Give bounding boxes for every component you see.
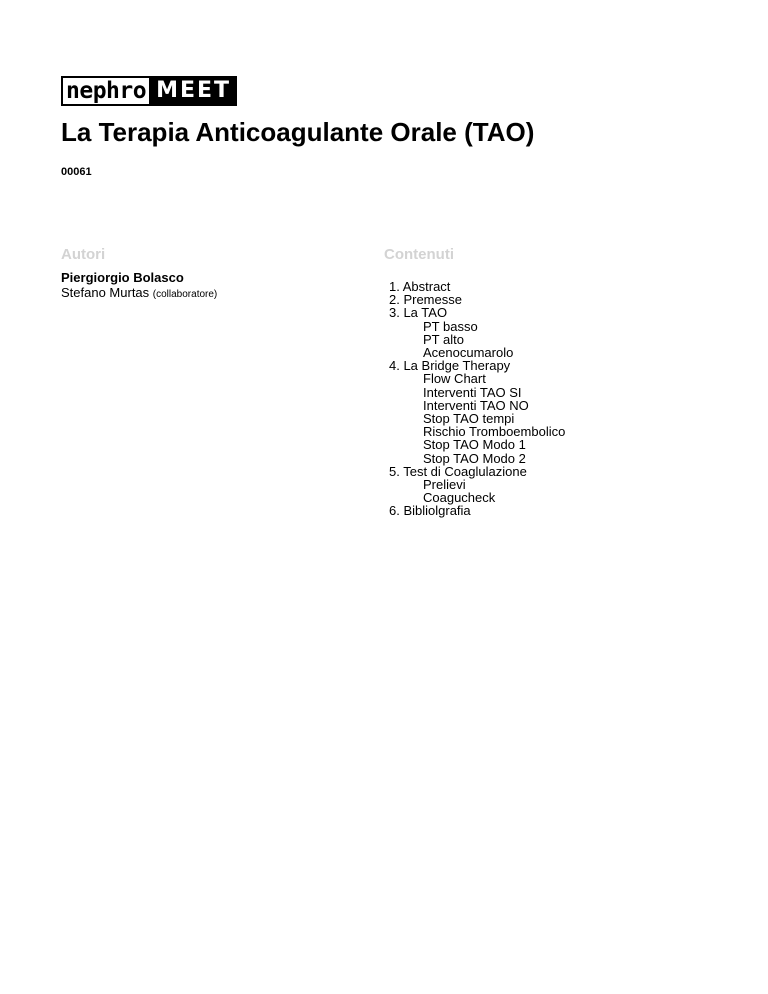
toc-subitem-stop-tao-modo-1[interactable]: Stop TAO Modo 1 [423,437,526,453]
toc-item-bridge-therapy[interactable]: 4. La Bridge Therapy [389,358,511,374]
contents-heading: Contenuti [384,246,454,263]
authors-heading: Autori [61,246,106,263]
toc-subitem-coagucheck[interactable]: Coagucheck [423,490,496,506]
author-secondary-name: Stefano Murtas [61,285,150,300]
author-secondary-role: (collaboratore) [152,289,218,300]
toc-subitem-pt-alto[interactable]: PT alto [423,331,464,347]
toc-subitem-interventi-tao-no[interactable]: Interventi TAO NO [423,397,529,413]
toc-subitem-stop-tao-modo-2[interactable]: Stop TAO Modo 2 [423,450,526,466]
nephromeet-logo [61,76,237,106]
document-code: 00061 [61,166,92,178]
author-primary: Piergiorgio Bolasco [61,270,184,285]
toc-subitem-pt-basso[interactable]: PT basso [423,318,478,334]
toc-subitem-flow-chart[interactable]: Flow Chart [423,371,486,387]
toc-item-premesse[interactable]: 2. Premesse [389,292,462,308]
toc-item-test-coagulazione[interactable]: 5. Test di Coaglulazione [389,463,527,479]
document-title: La Terapia Anticoagulante Orale (TAO) [61,117,535,147]
toc-subitem-acenocumarolo[interactable]: Acenocumarolo [423,345,514,361]
toc-subitem-interventi-tao-si[interactable]: Interventi TAO SI [423,384,522,400]
table-of-contents [389,280,565,518]
logo-text-meet: MEET [151,76,237,106]
authors-list [61,270,217,302]
toc-subitem-stop-tao-tempi[interactable]: Stop TAO tempi [423,411,515,427]
toc-item-bibliografia[interactable]: 6. Bibliolgrafia [389,503,471,519]
toc-item-la-tao[interactable]: 3. La TAO [389,305,448,321]
toc-item-abstract[interactable]: 1. Abstract [389,279,451,294]
toc-subitem-rischio-tromboembolico[interactable]: Rischio Tromboembolico [423,424,566,440]
author-secondary [61,285,217,302]
toc-subitem-prelievi[interactable]: Prelievi [423,477,466,493]
logo-text-nephro: nephro [61,76,151,106]
